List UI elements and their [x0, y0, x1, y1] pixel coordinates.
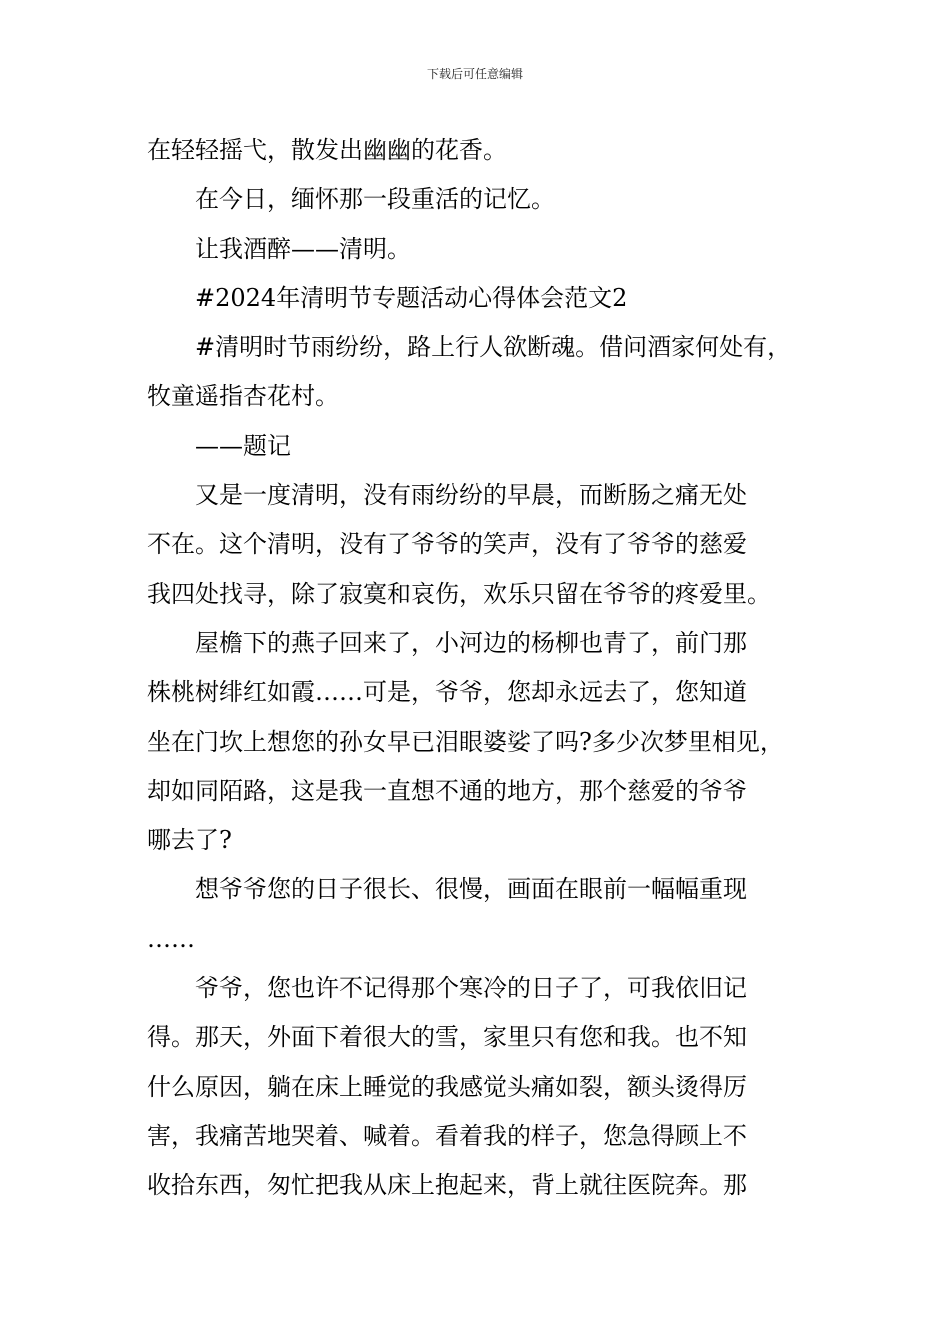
text-line-15: 哪去了? [147, 826, 232, 855]
epigraph-note: ——题记 [195, 431, 291, 460]
text-line-22: 收拾东西，匆忙把我从床上抱起来，背上就往医院奔。那 [147, 1171, 747, 1200]
text-line-21: 害，我痛苦地哭着、喊着。看着我的样子，您急得顾上不 [147, 1121, 747, 1150]
text-line-3: 让我酒醉——清明。 [195, 234, 411, 263]
text-line-11: 屋檐下的燕子回来了，小河边的杨柳也青了，前门那 [195, 628, 747, 657]
text-line-5: #清明时节雨纷纷，路上行人欲断魂。借问酒家何处有， [195, 333, 792, 362]
text-line-6: 牧童遥指杏花村。 [147, 382, 339, 411]
text-line-16: 想爷爷您的日子很长、很慢，画面在眼前一幅幅重现 [195, 875, 747, 904]
text-line-9: 不在。这个清明，没有了爷爷的笑声，没有了爷爷的慈爱 [147, 530, 747, 559]
text-line-8: 又是一度清明，没有雨纷纷的早晨，而断肠之痛无处 [195, 481, 747, 510]
text-line-1: 在轻轻摇弋，散发出幽幽的花香。 [147, 136, 507, 164]
text-line-17: …… [147, 924, 195, 953]
text-line-20: 什么原因，躺在床上睡觉的我感觉头痛如裂，额头烫得厉 [147, 1072, 747, 1101]
document-body [147, 126, 811, 1211]
text-line-13: 坐在门坎上想您的孙女早已泪眼婆娑了吗?多少次梦里相见， [147, 727, 784, 756]
section-heading: #2024年清明节专题活动心得体会范文2 [195, 283, 628, 312]
text-line-2: 在今日，缅怀那一段重活的记忆。 [195, 185, 555, 214]
text-line-19: 得。那天，外面下着很大的雪，家里只有您和我。也不知 [147, 1023, 747, 1052]
text-line-12: 株桃树绯红如霞……可是，爷爷，您却永远去了，您知道 [147, 678, 747, 707]
text-line-18: 爷爷，您也许不记得那个寒冷的日子了，可我依旧记 [195, 974, 747, 1003]
text-line-10: 我四处找寻，除了寂寞和哀伤，欢乐只留在爷爷的疼爱里。 [147, 579, 771, 608]
page-header: 下载后可任意编辑 [426, 67, 523, 81]
text-line-14: 却如同陌路，这是我一直想不通的地方，那个慈爱的爷爷 [147, 776, 747, 805]
